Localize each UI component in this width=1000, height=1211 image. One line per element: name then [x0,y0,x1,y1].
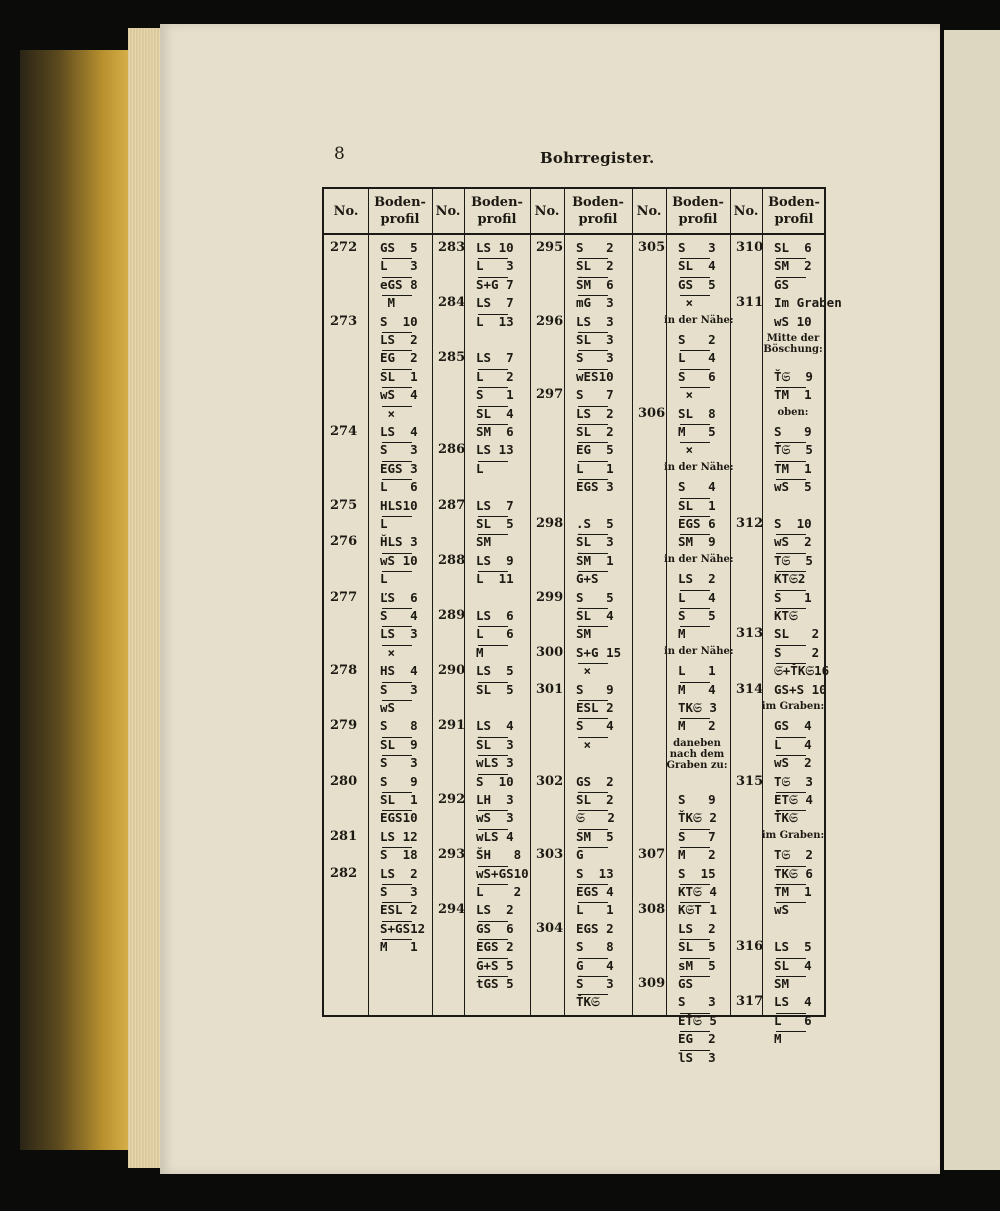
soil-layer: M 1 [380,939,418,955]
soil-layer: LS 3 [380,626,418,642]
soil-layer: wLS 4 [476,828,514,844]
soil-layer: Ť𝔖 9 [774,368,813,384]
soil-layer: × [678,387,694,403]
soil-layer: SL 4 [678,258,716,274]
soil-layer: S 3 [576,350,614,366]
soil-layer: × [678,295,694,311]
soil-layer: wES10 [576,368,614,384]
soil-layer: GS [774,276,790,292]
header-bodenprofil: Boden- profil [572,195,624,227]
soil-layer: M [476,644,484,660]
bore-number: 301 [536,681,564,697]
soil-layer: wS 4 [380,387,418,403]
bore-number: 297 [536,387,564,403]
column-divider [564,189,565,1015]
running-title: Bohrregister. [540,149,655,167]
soil-layer: KT𝔖 [774,608,798,623]
soil-layer: SL 1 [380,368,418,384]
soil-layer: S 10 [774,516,812,531]
soil-layer: LS 2 [380,332,418,347]
soil-layer: T𝔖 5 [774,552,813,568]
soil-layer: LS 2 [678,571,716,587]
soil-layer: SL 5 [476,516,514,531]
soil-layer: SL 2 [576,424,614,439]
soil-layer: GS 6 [476,920,514,936]
soil-layer: KT𝔖 4 [678,884,717,899]
soil-layer: 𝔖 2 [576,810,615,826]
soil-layer: L 13 [476,313,514,329]
soil-layer: LS 2 [576,405,614,421]
soil-layer: S 4 [380,608,418,623]
soil-layer: S 2 [576,240,614,255]
soil-layer: SM 2 [774,258,812,274]
soil-layer: L 3 [380,258,418,274]
soil-layer: L 4 [678,589,716,605]
soil-layer: LS 4 [774,994,812,1010]
bore-number: 303 [536,847,564,863]
profile-note: Mitte der Böschung: [763,333,823,355]
bore-number: 292 [438,792,466,807]
bore-number: 289 [438,608,466,623]
soil-layer: Ť𝔖 5 [774,442,813,458]
soil-layer: G+S [576,571,599,587]
soil-layer: SL 5 [476,681,514,697]
soil-layer: GS [678,976,694,991]
soil-layer: S 2 [774,644,820,660]
soil-layer: wS 3 [476,810,514,826]
soil-layer: sM 5 [678,957,716,973]
profile-note: in der Nähe: [664,553,734,565]
bore-number: 285 [438,350,466,366]
column-divider [432,189,433,1015]
bore-number: 276 [330,534,358,550]
soil-layer: S+G 7 [476,276,514,292]
soil-layer: S̄M 1 [576,552,614,568]
soil-layer: G+S 5 [476,957,514,973]
soil-layer: L 2 [476,884,522,899]
soil-layer: EGS 3 [576,479,614,495]
soil-layer: SL 9 [380,736,418,752]
soil-layer: LS 2 [678,920,716,936]
soil-layer: EG 2 [678,1031,716,1047]
bore-number: 275 [330,497,358,513]
profile-note: in der Nähe: [664,461,734,473]
bore-number: 290 [438,663,466,679]
soil-layer: S 8 [576,939,614,955]
bore-number: 295 [536,240,564,255]
header-no: No. [636,203,662,219]
bore-number: 309 [638,976,666,991]
header-bodenprofil: Boden- profil [374,195,426,227]
column-divider [464,189,465,1015]
soil-layer: ŤK𝔖 2 [678,810,717,826]
soil-layer: wS [774,902,790,918]
soil-layer: T𝔖 3 [774,773,813,789]
soil-layer: TM 1 [774,884,812,899]
bore-number: 313 [736,626,764,642]
bore-number: 308 [638,902,666,918]
bore-number: 315 [736,773,764,789]
soil-layer: L 1 [576,460,614,476]
soil-layer: S 8 [380,718,418,734]
soil-layer: EG 5 [576,442,614,458]
soil-layer: S 1 [476,387,514,403]
soil-layer: S 10 [380,313,418,329]
bore-number: 316 [736,939,764,955]
soil-layer: SM 5 [576,828,614,844]
soil-layer: L 6 [476,626,514,642]
soil-layer: 𝔖+ŤK𝔖16 [774,663,830,679]
soil-layer: SM [476,534,492,550]
soil-layer: SL 1 [678,497,716,513]
bore-number: 273 [330,313,358,329]
soil-layer: SL 2 [774,626,820,642]
soil-layer: S̄L 3 [476,736,514,752]
bore-number: 286 [438,442,466,458]
soil-layer: L 11 [476,571,514,587]
bore-number: 288 [438,552,466,568]
bohrregister-table [322,187,842,1065]
bore-number: 305 [638,240,666,255]
soil-layer: L [380,571,388,587]
bore-number: 317 [736,994,764,1010]
soil-layer: HS 4 [380,663,418,679]
soil-layer: SL 8 [678,405,716,421]
soil-layer: EGS 2 [576,920,614,936]
soil-layer: L 6 [774,1012,812,1028]
bore-number: 310 [736,240,764,255]
soil-layer: S 3 [380,755,418,771]
soil-layer: wS 2 [774,534,812,550]
soil-layer: EGS10 [380,810,418,826]
bore-number: 314 [736,681,764,697]
bore-number: 312 [736,516,764,531]
soil-layer: ET𝔖 4 [774,792,813,807]
soil-layer: GS 4 [774,718,812,734]
soil-layer: L 1 [678,663,716,679]
soil-layer: S 15 [678,865,716,881]
soil-layer: LS 13 [476,442,514,458]
bore-number: 281 [330,828,358,844]
soil-layer: M [678,626,686,642]
soil-layer: LS 12 [380,828,418,844]
soil-layer: L 4 [678,350,716,366]
table-body [324,235,842,1065]
soil-layer: M 4 [678,681,716,697]
soil-layer: SL 4 [774,957,812,973]
profile-note: im Graben: [761,701,825,712]
soil-layer: S 13 [576,865,614,881]
soil-layer: L 3 [476,258,514,274]
bore-number: 302 [536,773,564,789]
soil-layer: SM 9 [678,534,716,550]
header-no: No. [733,203,759,219]
soil-layer: wS 5 [774,479,812,495]
profile-note: in der Nähe: [664,645,734,657]
soil-layer: S 4 [576,718,614,734]
soil-layer: × [678,442,694,458]
soil-layer: K𝔖T 1 [678,902,717,918]
soil-layer: ŤK𝔖 [774,810,798,826]
soil-layer: M 2 [678,718,716,734]
soil-layer: S̄L 4 [576,608,614,623]
soil-layer: wLS 3 [476,755,514,771]
soil-layer: L 6 [380,479,418,495]
soil-layer: EGS 2 [476,939,514,955]
soil-layer: TM 1 [774,387,812,403]
bore-number: 311 [736,295,764,311]
header-no: No. [534,203,560,219]
header-no: No. [333,203,359,219]
soil-layer: wS 10 [380,552,418,568]
soil-layer: GS 5 [678,276,716,292]
soil-layer: HLS10 [380,497,418,513]
soil-layer: LS 9 [476,552,514,568]
soil-layer: S 9 [576,681,614,697]
soil-layer: SL 2 [576,258,614,274]
soil-layer: EGS 4 [576,884,614,899]
soil-layer: S 3 [678,240,716,255]
soil-layer: G [576,847,584,863]
soil-layer: × [576,663,592,679]
facing-page [944,30,1000,1170]
bore-number: 277 [330,589,358,605]
bore-number: 287 [438,497,466,513]
soil-layer: LS 2 [380,865,418,881]
soil-layer: SM 6 [476,424,514,439]
soil-layer: S 7 [576,387,614,403]
column-divider [530,189,531,1015]
soil-layer: ŠH 8 [476,847,522,863]
bore-number: 296 [536,313,564,329]
soil-layer: M [774,1031,782,1047]
bore-number: 282 [330,865,358,881]
soil-layer: wS 2 [774,755,812,771]
soil-layer: SL 6 [774,240,812,255]
soil-layer: M [380,295,396,311]
soil-layer: S̄L 3 [576,332,614,347]
soil-layer: LH 3 [476,792,514,807]
soil-layer: eGS 8 [380,276,418,292]
soil-layer: EG 2 [380,350,418,366]
bore-number: 283 [438,240,466,255]
column-divider [666,189,667,1015]
soil-layer: LS 7 [476,350,514,366]
soil-layer: S 3 [380,884,418,899]
bore-number: 293 [438,847,466,863]
soil-layer: LS 2 [476,902,514,918]
soil-layer: ESL 2 [576,700,614,715]
soil-layer: KT𝔖2 [774,571,806,587]
soil-layer: S 9 [774,424,812,439]
soil-layer: S̄M [576,626,592,642]
profile-note: oben: [777,406,809,418]
soil-layer: LS 7 [476,295,514,311]
bore-number: 299 [536,589,564,605]
soil-layer: tGS 5 [476,976,514,991]
soil-layer: G 4 [576,957,614,973]
bore-number: 304 [536,920,564,936]
soil-layer: L [380,516,388,531]
soil-layer: LS 3 [576,313,614,329]
soil-layer: L 4 [774,736,812,752]
soil-layer: LS 7 [476,497,514,513]
soil-layer: S 2 [678,332,716,347]
soil-layer: ŤK𝔖 [576,994,600,1010]
bore-number: 279 [330,718,358,734]
soil-layer: S 10 [476,773,514,789]
soil-layer: S 1 [774,589,812,605]
header-bodenprofil: Boden- profil [672,195,724,227]
bore-number: 298 [536,516,564,531]
bore-number: 284 [438,295,466,311]
column-divider [368,189,369,1015]
soil-layer: SL 4 [476,405,514,421]
soil-layer: × [576,736,592,752]
column-divider [762,189,763,1015]
soil-layer: LS 5 [774,939,812,955]
soil-layer: S 7 [678,828,716,844]
soil-layer: T𝔖 2 [774,847,813,863]
column-divider [632,189,633,1015]
bore-number: 278 [330,663,358,679]
soil-layer: × [380,405,396,421]
header-no: No. [435,203,461,219]
bore-number: 272 [330,240,358,255]
soil-layer: LS 6 [476,608,514,623]
soil-layer: LS 4 [476,718,514,734]
soil-layer: S 9 [380,773,418,789]
soil-layer: TK𝔖 3 [678,700,717,715]
soil-layer: S 18 [380,847,418,863]
profile-note: im Graben: [761,829,825,841]
soil-layer: ȞLS 3 [380,534,418,550]
bore-number: 274 [330,424,358,439]
bore-number: 294 [438,902,466,918]
soil-layer: ESL 2 [380,902,418,918]
soil-layer: S̄L 5 [678,939,716,955]
soil-layer: S+G 15 [576,644,622,660]
soil-layer: M 2 [678,847,716,863]
soil-layer: lS 3 [678,1049,716,1065]
soil-layer: ĽS 6 [380,589,418,605]
soil-layer: × [380,644,396,660]
profile-note: daneben nach dem Graben zu: [666,737,728,771]
soil-layer: LS 10 [476,240,514,255]
profile-note: in der Nähe: [664,314,734,326]
column-divider [730,189,731,1015]
soil-layer: S 4 [678,479,716,495]
soil-layer: .S 5 [576,516,614,531]
header-bodenprofil: Boden- profil [768,195,820,227]
soil-layer: EGS 3 [380,460,418,476]
soil-layer: wS+GS10 [476,865,529,881]
soil-layer: L 2 [476,368,514,384]
soil-layer: GS+S 10 [774,681,827,697]
header-bodenprofil: Boden- profil [471,195,523,227]
soil-layer: EŤ𝔖 5 [678,1012,717,1028]
soil-layer: L 1 [576,902,614,918]
bore-number: 280 [330,773,358,789]
soil-layer: S 3 [678,994,716,1010]
soil-layer: S 9 [678,792,716,807]
soil-layer: S 3 [380,442,418,458]
bore-number: 307 [638,847,666,863]
soil-layer: S̄M 6 [576,276,614,292]
soil-layer: mG 3 [576,295,614,311]
soil-layer: TM 1 [774,460,812,476]
soil-layer: S̄L 3 [576,534,614,550]
soil-layer: GS 2 [576,773,614,789]
soil-layer: S 3 [380,681,418,697]
soil-layer: GS 5 [380,240,418,255]
soil-layer: Im Graben [774,295,842,311]
soil-layer: EGS 6 [678,516,716,531]
soil-layer: LS 4 [380,424,418,439]
soil-layer: S 5 [576,589,614,605]
bore-number: 300 [536,644,564,660]
bore-number: 306 [638,405,666,421]
book-edge-left [20,50,130,1150]
page-number: 8 [334,144,345,164]
soil-layer: SM [774,976,790,991]
soil-layer: M 5 [678,424,716,439]
soil-layer: S̄ 3 [576,976,614,991]
bore-number: 291 [438,718,466,734]
soil-layer: L [476,460,484,476]
soil-layer: wS [380,700,396,715]
soil-layer: S+GS12 [380,920,426,936]
soil-layer: wS 10 [774,313,812,329]
soil-layer: S̄L 2 [576,792,614,807]
table-header [324,189,824,235]
soil-layer: S 6 [678,368,716,384]
soil-layer: LS 5 [476,663,514,679]
soil-layer: TK𝔖 6 [774,865,813,881]
soil-layer: SL 1 [380,792,418,807]
soil-layer: S 5 [678,608,716,623]
